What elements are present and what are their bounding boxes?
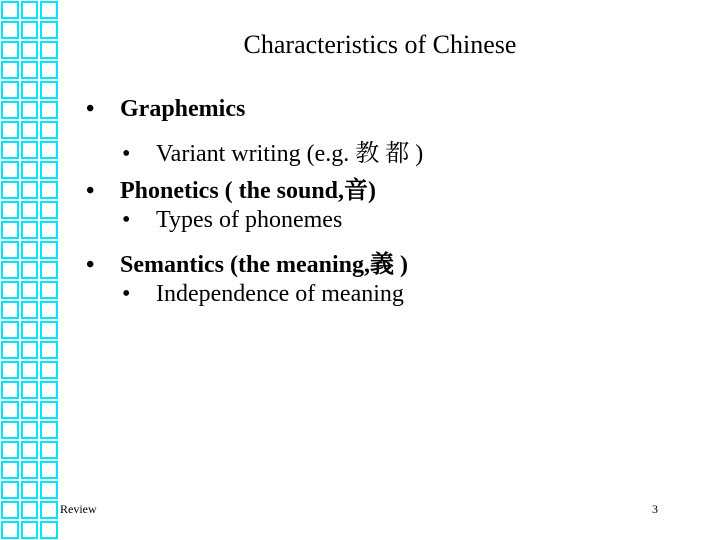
bullet-dot: • xyxy=(122,281,131,307)
grid-cell xyxy=(1,501,19,519)
grid-cell xyxy=(40,81,58,99)
grid-cell xyxy=(1,1,19,19)
grid-cell xyxy=(40,321,58,339)
grid-cell xyxy=(21,201,39,219)
grid-cell xyxy=(40,461,58,479)
grid-cell xyxy=(1,101,19,119)
grid-cell xyxy=(21,181,39,199)
grid-cell xyxy=(1,281,19,299)
grid-cell xyxy=(40,441,58,459)
grid-cell xyxy=(21,61,39,79)
sub-bullet-types-of-phonemes xyxy=(122,207,342,234)
grid-cell xyxy=(21,241,39,259)
grid-cell xyxy=(1,41,19,59)
grid-cell xyxy=(40,201,58,219)
decorative-grid-strip xyxy=(0,0,58,540)
grid-cell xyxy=(40,141,58,159)
grid-cell xyxy=(21,1,39,19)
grid-cell xyxy=(1,361,19,379)
sub-bullet-variant-writing xyxy=(122,133,423,168)
page-number: 3 xyxy=(652,502,658,516)
grid-cell xyxy=(40,161,58,179)
grid-cell xyxy=(1,181,19,199)
grid-cell xyxy=(1,441,19,459)
bullet-dot: • xyxy=(122,207,131,233)
grid-cell xyxy=(1,121,19,139)
grid-cell xyxy=(1,21,19,39)
grid-cell xyxy=(40,121,58,139)
grid-cell xyxy=(40,261,58,279)
grid-cell xyxy=(21,341,39,359)
grid-cell xyxy=(1,481,19,499)
grid-cell xyxy=(1,461,19,479)
sub-bullet-text: Independence of meaning xyxy=(156,281,404,307)
bullet-graphemics xyxy=(86,96,245,123)
grid-cell xyxy=(21,81,39,99)
grid-cell xyxy=(21,221,39,239)
grid-cell xyxy=(21,321,39,339)
bullet-semantics xyxy=(86,244,408,279)
grid-cell xyxy=(40,401,58,419)
grid-cell xyxy=(1,521,19,539)
grid-cell xyxy=(40,501,58,519)
grid-cell xyxy=(21,521,39,539)
grid-cell xyxy=(21,141,39,159)
grid-cell xyxy=(21,441,39,459)
grid-cell xyxy=(21,481,39,499)
grid-cell xyxy=(40,1,58,19)
footer-label: Review xyxy=(60,502,97,516)
grid-cell xyxy=(40,241,58,259)
grid-cell xyxy=(40,41,58,59)
grid-cell xyxy=(21,261,39,279)
sub-bullet-text: Types of phonemes xyxy=(156,207,343,233)
grid-cell xyxy=(1,201,19,219)
grid-cell xyxy=(40,181,58,199)
grid-cell xyxy=(1,341,19,359)
grid-cell xyxy=(1,421,19,439)
grid-cell xyxy=(1,261,19,279)
bullet-text: Graphemics xyxy=(120,96,246,122)
grid-cell xyxy=(1,301,19,319)
grid-cell xyxy=(21,401,39,419)
bullet-phonetics xyxy=(86,170,376,205)
grid-cell xyxy=(40,221,58,239)
grid-cell xyxy=(40,21,58,39)
grid-cell xyxy=(21,161,39,179)
grid-cell xyxy=(40,341,58,359)
grid-cell xyxy=(1,321,19,339)
grid-cell xyxy=(21,301,39,319)
grid-cell xyxy=(1,401,19,419)
grid-cell xyxy=(1,161,19,179)
bullet-text: Phonetics ( the sound,音) xyxy=(120,178,377,204)
grid-cell xyxy=(21,421,39,439)
sub-bullet-text: Variant writing (e.g. 教 都 ) xyxy=(156,141,424,167)
grid-cell xyxy=(40,521,58,539)
grid-cell xyxy=(1,61,19,79)
grid-cell xyxy=(21,381,39,399)
grid-cell xyxy=(40,361,58,379)
grid-cell xyxy=(21,21,39,39)
grid-cell xyxy=(40,481,58,499)
slide-title: Characteristics of Chinese xyxy=(243,30,517,59)
grid-cell xyxy=(21,101,39,119)
grid-cell xyxy=(1,221,19,239)
bullet-dot: • xyxy=(86,178,95,204)
grid-cell xyxy=(21,121,39,139)
bullet-dot: • xyxy=(86,96,95,122)
grid-cell xyxy=(1,81,19,99)
bullet-dot: • xyxy=(86,252,95,278)
grid-cell xyxy=(1,381,19,399)
grid-cell xyxy=(40,381,58,399)
grid-cell xyxy=(40,61,58,79)
grid-cell xyxy=(1,141,19,159)
grid-cell xyxy=(40,301,58,319)
grid-cell xyxy=(21,361,39,379)
grid-cell xyxy=(21,501,39,519)
bullet-text: Semantics (the meaning,義 ) xyxy=(120,252,408,278)
grid-cell xyxy=(21,41,39,59)
bullet-dot: • xyxy=(122,141,131,167)
grid-cell xyxy=(40,281,58,299)
grid-cell xyxy=(40,101,58,119)
grid-cell xyxy=(40,421,58,439)
grid-cell xyxy=(21,461,39,479)
sub-bullet-independence-of-meaning xyxy=(122,281,404,308)
grid-cell xyxy=(1,241,19,259)
grid-cell xyxy=(21,281,39,299)
